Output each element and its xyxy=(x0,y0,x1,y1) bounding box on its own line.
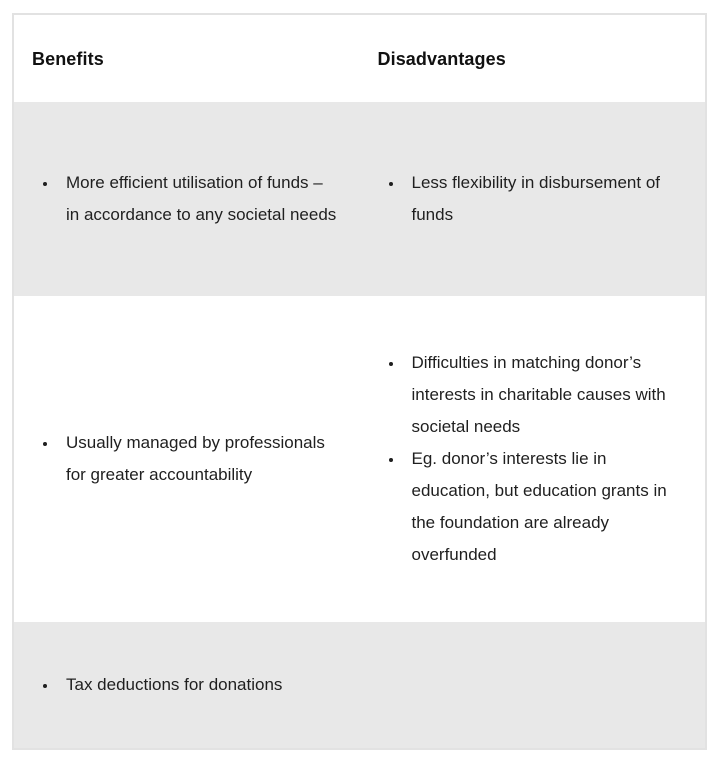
bullet-item: • More efficient utilisation of funds – in accordance to any societal needs xyxy=(58,167,338,231)
table-header-row xyxy=(13,14,706,102)
column-header-benefits: Benefits xyxy=(32,48,104,69)
bullet-item: • Eg. donor’s interests lie in education, but education grants in the foundation are already overfunded xyxy=(404,443,684,571)
disadvantages-cell-empty xyxy=(360,622,707,749)
table-row xyxy=(13,622,706,749)
benefits-disadvantages-table xyxy=(12,13,707,750)
table-row xyxy=(13,102,706,296)
bullet-list xyxy=(32,427,338,491)
benefits-cell xyxy=(13,296,360,622)
disadvantages-cell xyxy=(360,102,707,296)
disadvantages-cell xyxy=(360,296,707,622)
table-row xyxy=(13,296,706,622)
bullet-item: • Usually managed by professionals for greater accountability xyxy=(58,427,338,491)
benefits-cell xyxy=(13,622,360,749)
bullet-item: • Difficulties in matching donor’s interests in charitable causes with societal needs xyxy=(404,347,684,443)
benefits-cell xyxy=(13,102,360,296)
bullet-item: • Tax deductions for donations xyxy=(58,669,338,701)
comparison-table-container xyxy=(12,13,707,750)
bullet-item: • Less flexibility in disbursement of funds xyxy=(404,167,684,231)
bullet-list xyxy=(378,167,684,231)
column-header-disadvantages: Disadvantages xyxy=(377,48,506,69)
bullet-list xyxy=(378,347,684,571)
bullet-list xyxy=(32,167,338,231)
bullet-list xyxy=(32,669,338,701)
